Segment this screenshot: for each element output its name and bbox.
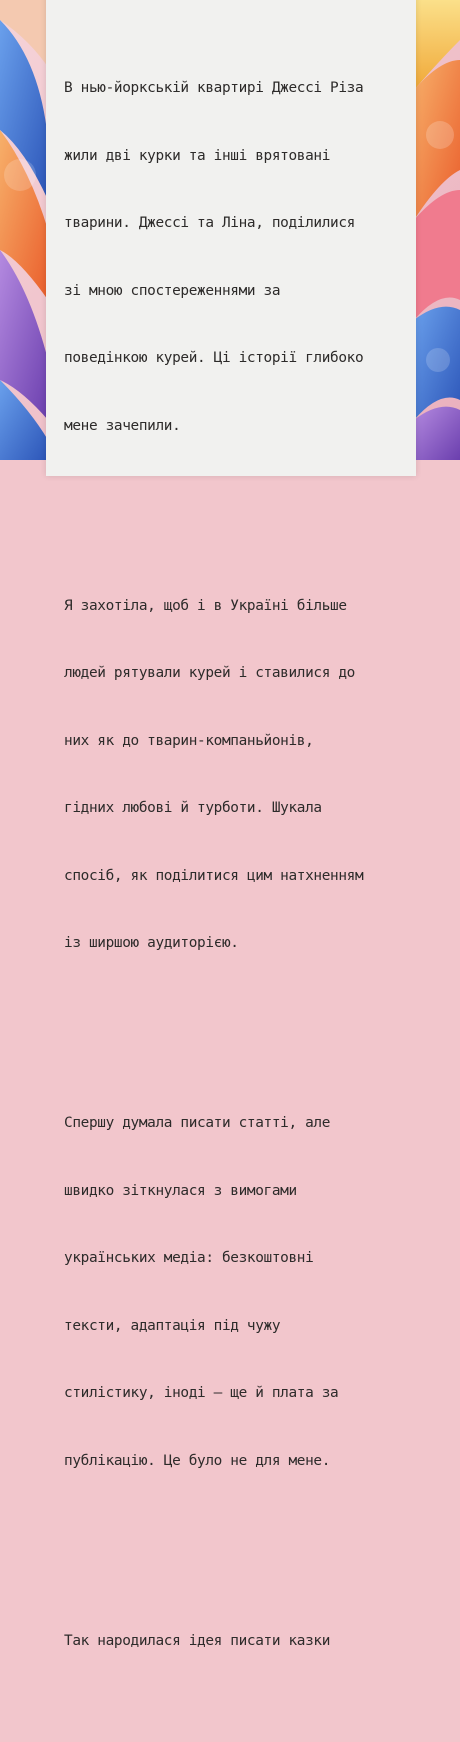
text-line: стилістику, іноді — ще й плата за (64, 1385, 339, 1401)
paragraph-1 (64, 32, 404, 482)
text-line: тексти, адаптація під чужу (64, 1317, 281, 1334)
story-text (64, 0, 404, 1742)
text-line: мене зачепили. (64, 417, 181, 434)
text-line: людей рятували курей і ставилися до (64, 665, 355, 681)
text-line: публікацію. Це було не для мене. (64, 1452, 331, 1469)
text-line: із ширшою аудиторією. (64, 935, 239, 951)
text-line: В нью-йоркській квартирі Джессі Різа (64, 80, 364, 96)
text-line: гідних любові й турботи. Шукала (64, 800, 322, 816)
text-line: швидко зіткнулася з вимогами (64, 1182, 297, 1199)
text-line: спосіб, як поділитися цим натхненням (64, 867, 364, 884)
text-line: поведінкою курей. Ці історії глибоко (64, 350, 364, 366)
text-line: українських медіа: безкоштовні (64, 1250, 314, 1266)
text-line: зі мною спостереженнями за (64, 282, 281, 299)
text-line: Я захотіла, щоб і в Україні більше (64, 597, 347, 614)
text-line: тварини. Джессі та Ліна, поділилися (64, 215, 355, 231)
paragraph-2 (64, 550, 404, 1000)
text-line: Так народилася ідея писати казки (64, 1632, 331, 1649)
text-line: них як до тварин-компаньйонів, (64, 732, 314, 749)
text-line: Спершу думала писати статті, але (64, 1115, 331, 1131)
paragraph-3 (64, 1067, 404, 1517)
text-line: жили дві курки та інші врятовані (64, 147, 331, 164)
paragraph-4 (64, 1585, 404, 1698)
